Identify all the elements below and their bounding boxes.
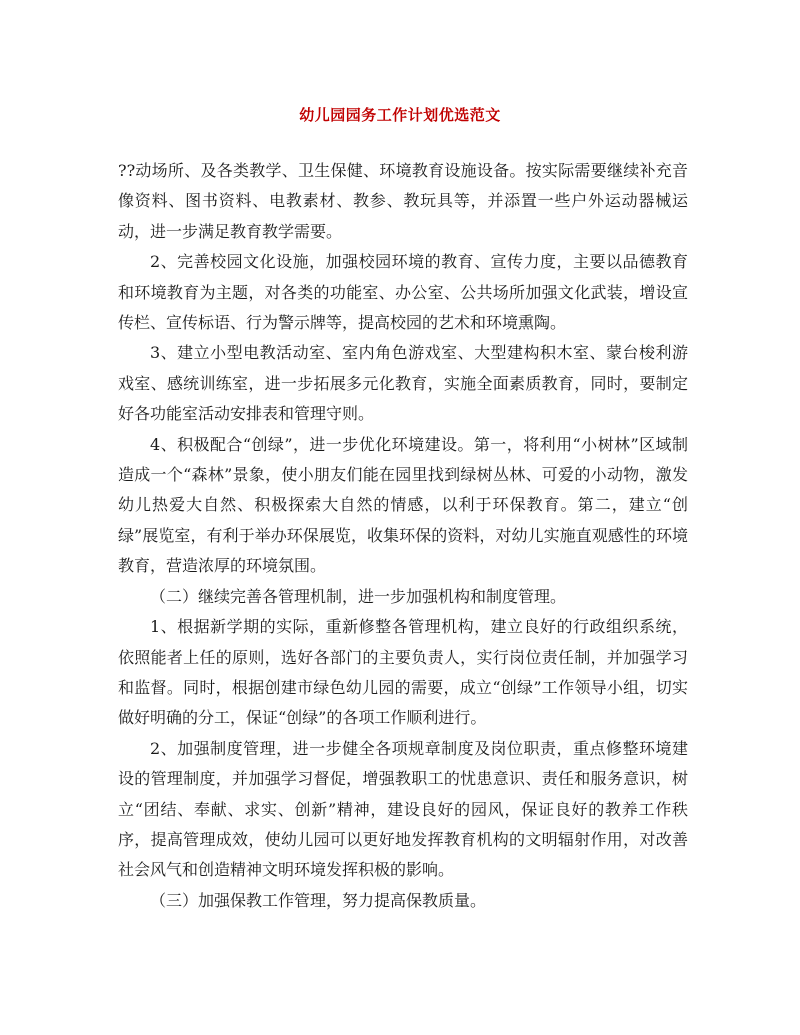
section-heading-care-education: （三）加强保教工作管理，努力提高保教质量。: [150, 890, 487, 910]
paragraph-activity-rooms: 3、建立小型电教活动室、室内角色游戏室、大型建构积木室、蒙台梭利游戏室、感统训练室，进一步拓展多元化教育，实施全面素质教育，同时，要制定好各功能室活动安排表和管理守则。: [118, 343, 688, 424]
section-heading-management: （二）继续完善各管理机制，进一步加强机构和制度管理。: [150, 586, 567, 606]
paragraph-management-structure: 1、根据新学期的实际，重新修整各管理机构，建立良好的行政组织系统，依照能者上任的原则，选好各部门的主要负责人，实行岗位责任制，并加强学习和监督。同时，根据创建市绿色幼儿园的需要，成立“创绿”工作领导小组，切实做好明确的分工，保证“创绿”的各项工作顺利进行。: [118, 617, 688, 728]
document-body: [118, 156, 688, 916]
document-title: 幼儿园园务工作计划优选范文: [299, 106, 501, 124]
paragraph-facilities-continued: ??动场所、及各类教学、卫生保健、环境教育设施设备。按实际需要继续补充音像资料、图书资料、电教素材、教参、教玩具等，并添置一些户外运动器械运动，进一步满足教育教学需要。: [118, 161, 688, 241]
paragraph-campus-culture: 2、完善校园文化设施，加强校园环境的教育、宣传力度，主要以品德教育和环境教育为主题，对各类的功能室、办公室、公共场所加强文化武装，增设宣传栏、宣传标语、行为警示牌等，提高校园的艺术和环境熏陶。: [118, 252, 688, 333]
paragraph-green-creation: 4、积极配合“创绿”，进一步优化环境建设。第一，将利用“小树林”区域制造成一个“森林”景象，使小朋友们能在园里找到绿树丛林、可爱的小动物，激发幼儿热爱大自然、积极探索大自然的情感，以利于环保教育。第二，建立“创绿”展览室，有利于举办环保展览，收集环保的资料，对幼儿实施直观感性的环境教育，营造浓厚的环境氛围。: [118, 434, 688, 576]
paragraph-system-management: 2、加强制度管理，进一步健全各项规章制度及岗位职责，重点修整环境建设的管理制度，并加强学习督促，增强教职工的忧患意识、责任和服务意识，树立“团结、奉献、求实、创新”精神，建设良好的园风，保证良好的教养工作秩序，提高管理成效，使幼儿园可以更好地发挥教育机构的文明辐射作用，对改善社会风气和创造精神文明环境发挥积极的影响。: [118, 738, 688, 880]
